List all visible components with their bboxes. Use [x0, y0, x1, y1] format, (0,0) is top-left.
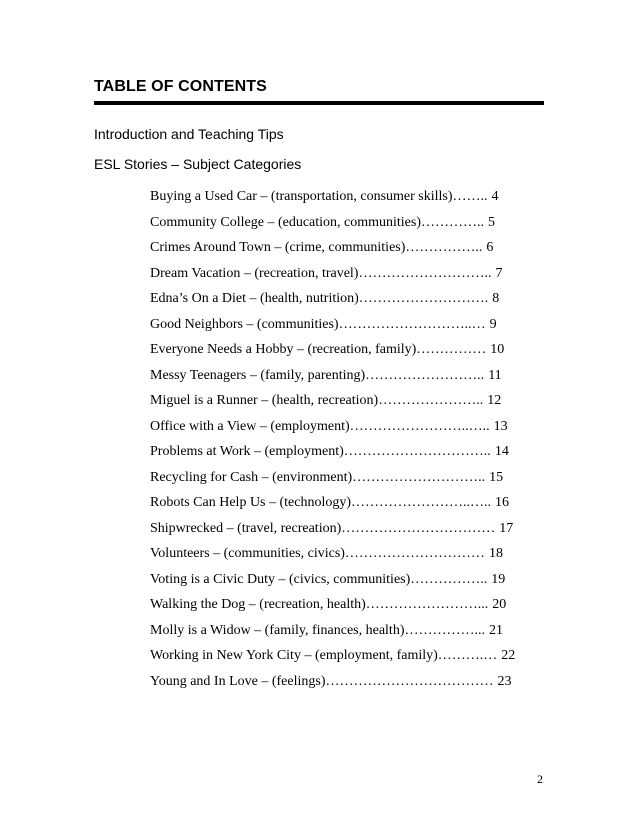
section-heading-introduction: Introduction and Teaching Tips	[94, 126, 284, 142]
toc-entry-page: 4	[491, 189, 499, 204]
toc-entry-page: 13	[493, 418, 508, 434]
toc-entry	[150, 414, 515, 440]
toc-entry	[150, 363, 515, 389]
toc-entry	[150, 286, 515, 312]
toc-entry-title: Office with a View – (employment)……………………..…..	[150, 418, 490, 434]
toc-entry	[150, 669, 515, 695]
toc-entry	[150, 618, 515, 644]
toc-entry-title: Good Neighbors – (communities)………………………..…	[150, 316, 486, 332]
toc-entry	[150, 643, 515, 669]
toc-entry-title: Community College – (education, communities)…………..	[150, 214, 485, 230]
toc-entry	[150, 465, 515, 491]
toc-entry-title: Robots Can Help Us – (technology)……………………..…..	[150, 495, 492, 510]
toc-entry-page: 15	[489, 469, 504, 485]
toc-entry-page: 22	[501, 648, 516, 663]
toc-entry-title: Miguel is a Runner – (health, recreation)…………………..	[150, 393, 484, 408]
toc-entry	[150, 235, 515, 261]
toc-entry	[150, 210, 515, 236]
toc-entry-page: 11	[488, 367, 502, 383]
toc-entry-title: Molly is a Widow – (family, finances, health)……………...	[150, 622, 485, 638]
toc-entry-page: 6	[486, 240, 494, 255]
toc-entry-page: 12	[487, 393, 502, 408]
toc-entry-title: Crimes Around Town – (crime, communities)……………..	[150, 240, 483, 255]
toc-entry-page: 14	[494, 444, 509, 459]
toc-entry	[150, 388, 515, 414]
toc-entry	[150, 312, 515, 338]
toc-entry-title: Everyone Needs a Hobby – (recreation, family)……………	[150, 342, 487, 357]
toc-entry-page: 7	[495, 265, 503, 281]
toc-entry-page: 23	[497, 673, 512, 689]
toc-entry	[150, 261, 515, 287]
toc-entry-title: Buying a Used Car – (transportation, consumer skills)……..	[150, 189, 488, 204]
toc-entry-page: 10	[490, 342, 505, 357]
toc-entry-page: 19	[491, 571, 506, 587]
toc-entry-title: Walking the Dog – (recreation, health)……………………...	[150, 597, 489, 612]
toc-entry-title: Shipwrecked – (travel, recreation)……………………………	[150, 520, 496, 536]
toc-entry-page: 5	[488, 214, 496, 230]
toc-entry-page: 9	[489, 316, 497, 332]
toc-entry	[150, 490, 515, 516]
title-underline	[94, 101, 544, 105]
toc-entry-title: Messy Teenagers – (family, parenting)……………………..	[150, 367, 485, 383]
toc-entry	[150, 337, 515, 363]
toc-entry	[150, 541, 515, 567]
toc-entry-page: 8	[492, 291, 500, 306]
toc-entry-title: Young and In Love – (feelings)………………………………	[150, 673, 494, 689]
toc-entry	[150, 516, 515, 542]
section-heading-esl-stories: ESL Stories – Subject Categories	[94, 156, 302, 172]
toc-list	[150, 184, 515, 694]
toc-entry-title: Edna’s On a Diet – (health, nutrition)……………………….	[150, 291, 489, 306]
toc-entry-title: Voting is a Civic Duty – (civics, communities)……………..	[150, 571, 488, 587]
toc-entry-page: 18	[488, 546, 503, 561]
toc-entry-page: 21	[489, 622, 503, 638]
toc-entry	[150, 184, 515, 210]
page-title: TABLE OF CONTENTS	[94, 78, 267, 95]
toc-entry-title: Dream Vacation – (recreation, travel)………………………..	[150, 265, 492, 281]
toc-entry-title: Recycling for Cash – (environment)………………………..	[150, 469, 486, 485]
toc-entry	[150, 567, 515, 593]
toc-entry	[150, 439, 515, 465]
page-number: 2	[537, 772, 543, 786]
toc-entry-page: 17	[499, 520, 514, 536]
toc-entry-title: Working in New York City – (employment, family)……….…	[150, 648, 498, 663]
toc-entry	[150, 592, 515, 618]
toc-entry-title: Problems at Work – (employment)…………………………..	[150, 444, 491, 459]
toc-entry-page: 16	[495, 495, 510, 510]
toc-entry-title: Volunteers – (communities, civics)…………………………	[150, 546, 485, 561]
toc-entry-page: 20	[492, 597, 507, 612]
